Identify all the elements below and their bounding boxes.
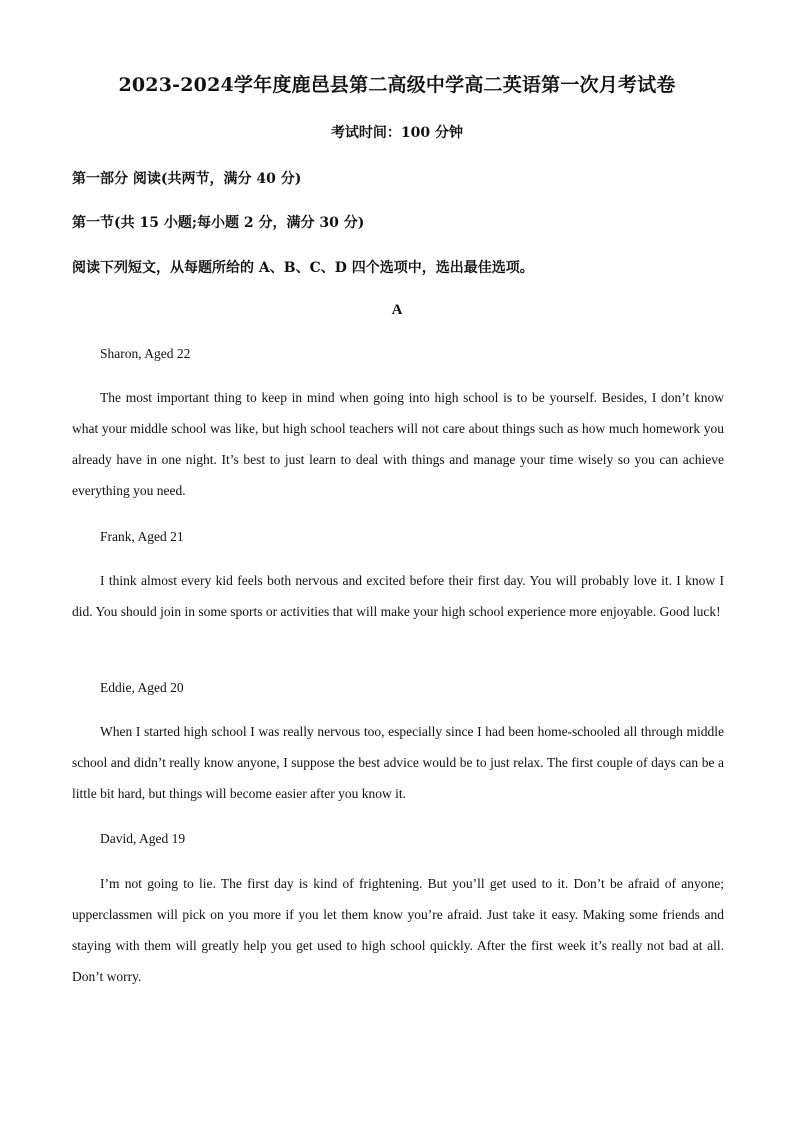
exam-time: 考试时间：100 分钟 [330,125,464,141]
passage-paragraph: The most important thing to keep in mind when going into high school is to be yourself. Besides, I don’t know what your middle school was like, but high school teachers will not care about things such as how much homework you already have in one night. It’s best to just learn to deal with things and manage your time wisely so you can achieve everything you need. [72,390,724,498]
passage-author: Eddie, Aged 20 [100,680,184,695]
passage-paragraph: When I started high school I was really nervous too, especially since I had been home-schooled all through middle school and didn’t really know anyone, I suppose the best advice would be to just relax. The first couple of days can be a little bit hard, but things will become easier after you know it. [72,724,724,801]
passage-paragraph: I’m not going to lie. The first day is kind of frightening. But you’ll get used to it. Don’t be afraid of anyone; upperclassmen will pick on you more if you let them know you’re afraid. Just take it easy. Making some friends and staying with them will greatly help you get used to high school quickly. After the first week it’s really not bad at all. Don’t worry. [72,876,724,984]
passage-author: David, Aged 19 [100,831,186,846]
exam-title: 2023-2024学年度鹿邑县第二高级中学高二英语第一次月考试卷 [118,74,676,96]
passage-author: Frank, Aged 21 [100,529,184,544]
passage-paragraph: I think almost every kid feels both nervous and excited before their first day. You will probably love it. I know I did. You should join in some sports or activities that will make your high school experience more enjoyable. Good luck! [72,573,724,619]
section-one-heading: 第一节(共 15 小题;每小题 2 分，满分 30 分) [72,215,365,231]
reading-instructions: 阅读下列短文，从每题所给的 A、B、C、D 四个选项中，选出最佳选项。 [72,260,534,276]
part-one-heading: 第一部分 阅读(共两节，满分 40 分) [72,171,302,187]
passage-author: Sharon, Aged 22 [100,346,191,361]
passage-label: A [391,302,403,318]
